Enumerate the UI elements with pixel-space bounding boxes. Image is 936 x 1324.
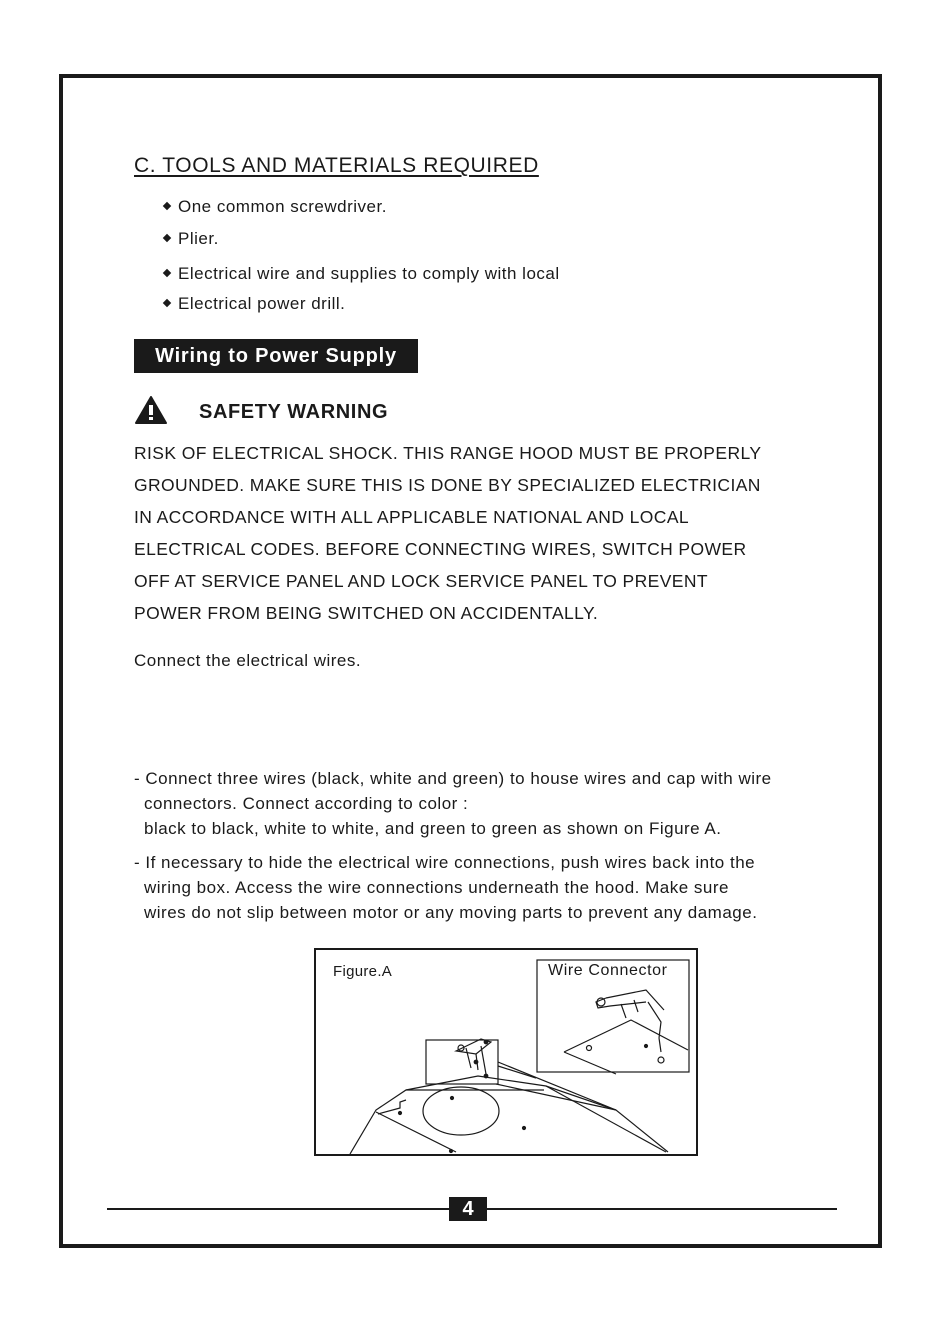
section-heading-tools: C. TOOLS AND MATERIALS REQUIRED — [134, 154, 539, 177]
safety-warning-title: SAFETY WARNING — [199, 401, 389, 423]
instruction-line: wiring box. Access the wire connections underneath the hood. Make sure — [144, 878, 729, 897]
bullet-diamond-icon — [163, 234, 171, 242]
warning-text-line: RISK OF ELECTRICAL SHOCK. THIS RANGE HOOD MUST BE PROPERLY — [134, 443, 762, 463]
warning-triangle-icon — [134, 395, 168, 425]
instruction-line: - If necessary to hide the electrical wire connections, push wires back into the — [134, 853, 756, 872]
list-item: Plier. — [164, 229, 219, 249]
wire-connector-label: Wire Connector — [548, 962, 668, 979]
bullet-diamond-icon — [163, 269, 171, 277]
warning-text-line: IN ACCORDANCE WITH ALL APPLICABLE NATIONAL AND LOCAL — [134, 507, 690, 527]
footer-rule-left — [107, 1208, 449, 1210]
footer-rule-right — [487, 1208, 837, 1210]
bullet-diamond-icon — [163, 299, 171, 307]
list-item: Electrical power drill. — [164, 294, 345, 314]
figure-label: Figure.A — [333, 963, 393, 980]
range-hood-wiring-illustration — [316, 950, 696, 1154]
instruction-line: - Connect three wires (black, white and green) to house wires and cap with wire — [134, 769, 772, 788]
instruction-line: wires do not slip between motor or any moving parts to prevent any damage. — [144, 903, 758, 922]
warning-text-line: GROUNDED. MAKE SURE THIS IS DONE BY SPECIALIZED ELECTRICIAN — [134, 475, 761, 495]
list-item: One common screwdriver. — [164, 197, 387, 217]
warning-text-line: OFF AT SERVICE PANEL AND LOCK SERVICE PANEL TO PREVENT — [134, 571, 708, 591]
warning-text-line: POWER FROM BEING SWITCHED ON ACCIDENTALLY. — [134, 603, 599, 623]
instruction-line: black to black, white to white, and green to green as shown on Figure A. — [144, 819, 722, 838]
warning-text-line: ELECTRICAL CODES. BEFORE CONNECTING WIRES, SWITCH POWER — [134, 539, 747, 559]
list-item: Electrical wire and supplies to comply with local — [164, 264, 560, 284]
instruction-line: connectors. Connect according to color : — [144, 794, 469, 813]
section-banner-wiring: Wiring to Power Supply — [134, 339, 418, 373]
page-number: 4 — [449, 1197, 487, 1221]
connect-intro-text: Connect the electrical wires. — [134, 651, 362, 670]
bullet-diamond-icon — [163, 202, 171, 210]
